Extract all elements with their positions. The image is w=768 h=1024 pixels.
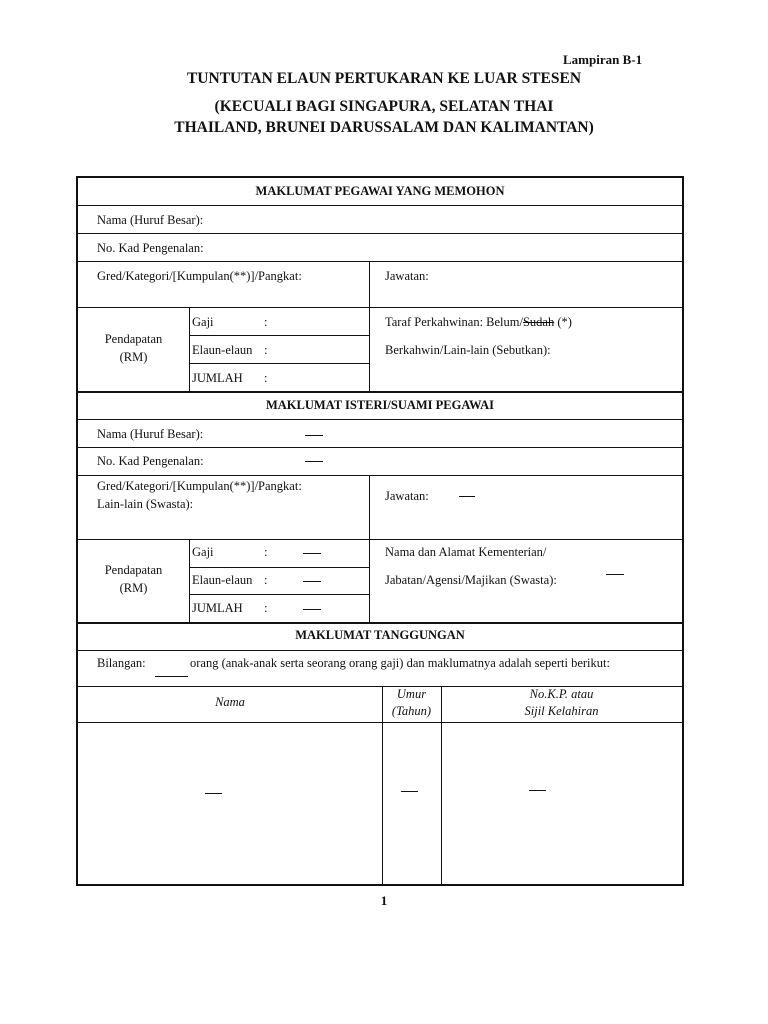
marital-status-struck: Sudah (522, 315, 555, 329)
spouse-ic-field[interactable]: No. Kad Pengenalan: (97, 454, 204, 468)
column-header-ic: No.K.P. atau (529, 687, 594, 701)
spouse-position-mark (459, 496, 475, 497)
form-title-line-2: (KECUALI BAGI SINGAPURA, SELATAN THAI (214, 98, 554, 115)
applicant-allowance-field[interactable]: Elaun-elaun (192, 343, 253, 357)
section-applicant-title: MAKLUMAT PEGAWAI YANG MEMOHON (255, 184, 505, 198)
dependents-count-blank[interactable] (155, 676, 188, 677)
page-number: 1 (380, 893, 388, 908)
spouse-salary-mark (303, 553, 321, 554)
applicant-position-field[interactable]: Jawatan: (385, 269, 429, 283)
applicant-income-label: Pendapatan (104, 332, 163, 346)
form-title-line-1: TUNTUTAN ELAUN PERTUKARAN KE LUAR STESEN (186, 70, 582, 87)
form-title-line-3: THAILAND, BRUNEI DARUSSALAM DAN KALIMANTAN) (174, 119, 594, 136)
dependent-age-mark (401, 791, 418, 792)
spouse-grade-field[interactable]: Gred/Kategori/[Kumpulan(**)]/Pangkat: (97, 479, 302, 493)
column-header-name: Nama (215, 695, 245, 709)
applicant-total-colon: : (264, 371, 268, 385)
spouse-private-field[interactable]: Lain-lain (Swasta): (97, 497, 194, 511)
employer-address-field[interactable]: Jabatan/Agensi/Majikan (Swasta): (385, 573, 557, 587)
spouse-ic-mark (305, 461, 323, 462)
married-other-field[interactable]: Berkahwin/Lain-lain (Sebutkan): (385, 343, 551, 357)
section-dependents-title: MAKLUMAT TANGGUNGAN (295, 628, 465, 642)
dependents-count-description: orang (anak-anak serta seorang orang gaji) dan maklumatnya adalah seperti berikut: (190, 656, 610, 670)
spouse-income-label: Pendapatan (104, 563, 163, 577)
appendix-label: Lampiran B-1 (563, 52, 643, 67)
applicant-allowance-colon: : (264, 343, 268, 357)
column-header-age: Umur (396, 687, 427, 701)
spouse-name-mark (305, 435, 323, 436)
dependents-count-label: Bilangan: (97, 656, 146, 670)
employer-mark (606, 574, 624, 575)
spouse-salary-colon: : (264, 545, 268, 559)
column-header-birth-cert: Sijil Kelahiran (524, 704, 599, 718)
spouse-position-field[interactable]: Jawatan: (385, 489, 429, 503)
spouse-allowance-colon: : (264, 573, 268, 587)
applicant-name-field[interactable]: Nama (Huruf Besar): (97, 213, 204, 227)
spouse-allowance-mark (303, 581, 321, 582)
applicant-ic-field[interactable]: No. Kad Pengenalan: (97, 241, 204, 255)
dependent-name-mark (205, 793, 222, 794)
spouse-salary-field[interactable]: Gaji (192, 545, 214, 559)
column-header-age-unit: (Tahun) (391, 704, 432, 718)
applicant-salary-colon: : (264, 315, 268, 329)
spouse-total-mark (303, 609, 321, 610)
applicant-income-unit: (RM) (119, 350, 148, 364)
marital-status-field[interactable]: Taraf Perkahwinan: Belum/Sudah (*) (385, 315, 572, 329)
spouse-allowance-field[interactable]: Elaun-elaun (192, 573, 253, 587)
spouse-total-colon: : (264, 601, 268, 615)
applicant-total-field[interactable]: JUMLAH (192, 371, 243, 385)
applicant-salary-field[interactable]: Gaji (192, 315, 214, 329)
spouse-income-unit: (RM) (119, 581, 148, 595)
dependent-ic-mark (529, 790, 546, 791)
spouse-name-field[interactable]: Nama (Huruf Besar): (97, 427, 204, 441)
section-spouse-title: MAKLUMAT ISTERI/SUAMI PEGAWAI (265, 398, 495, 412)
employer-name-field[interactable]: Nama dan Alamat Kementerian/ (385, 545, 547, 559)
applicant-grade-field[interactable]: Gred/Kategori/[Kumpulan(**)]/Pangkat: (97, 269, 302, 283)
claim-form-table (76, 176, 684, 886)
spouse-total-field[interactable]: JUMLAH (192, 601, 243, 615)
